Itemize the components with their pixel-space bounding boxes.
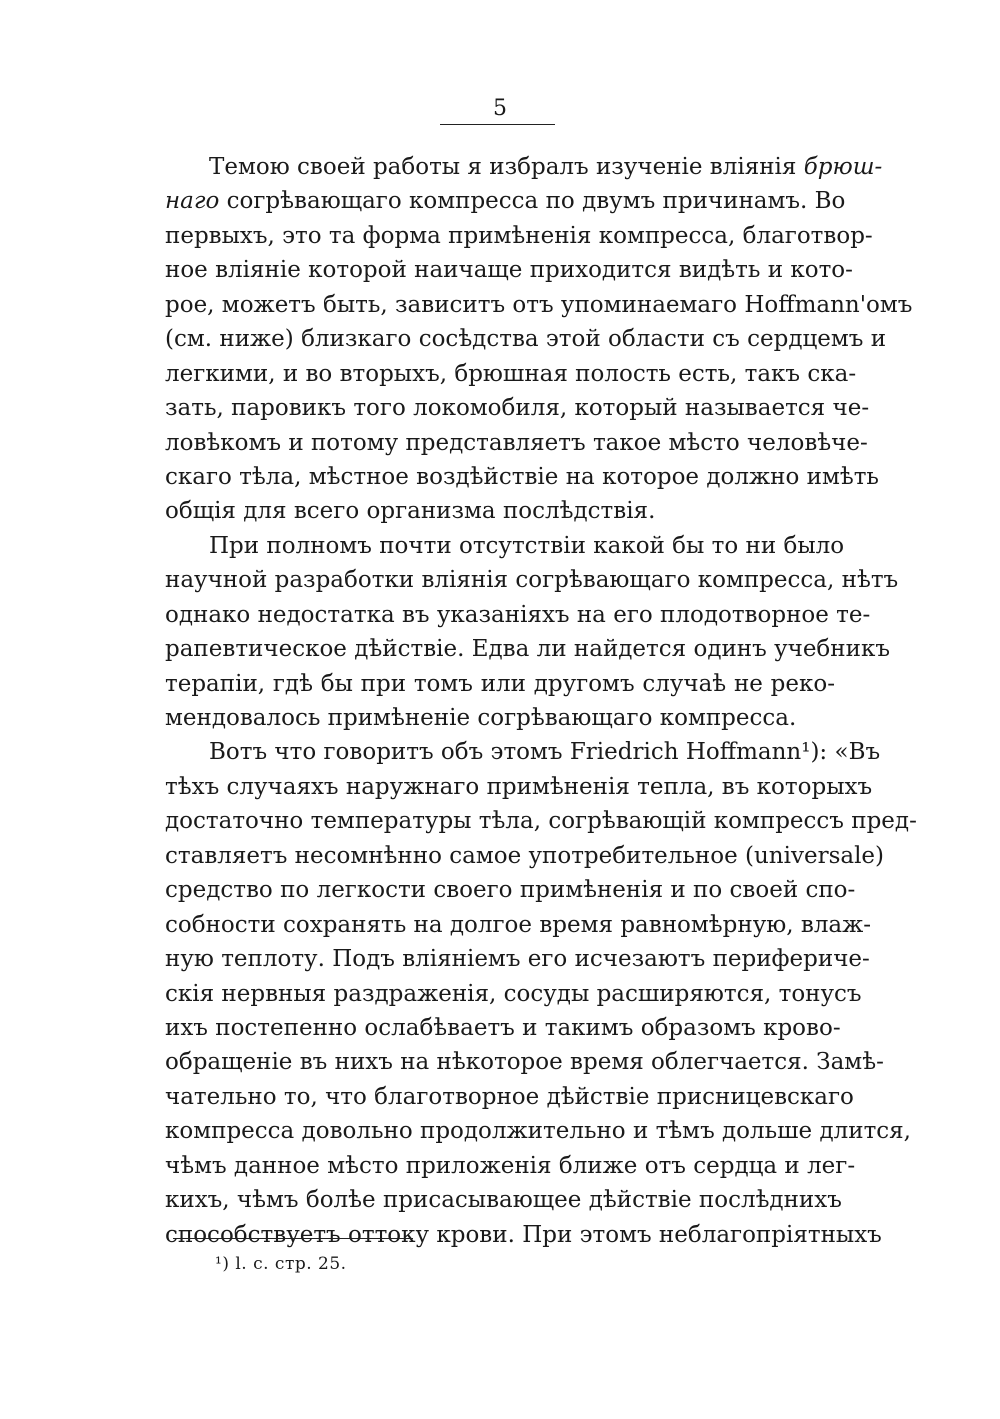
- text-line: ное вліяніе которой наичаще приходится видѣть и кото-: [165, 257, 853, 284]
- text-line: первыхъ, это та форма примѣненія компресса, благотвор-: [165, 222, 873, 249]
- text-line: ловѣкомъ и потому представляетъ такое мѣсто человѣче-: [165, 429, 868, 456]
- text-line: чѣмъ данное мѣсто приложенія ближе отъ сердца и лег-: [165, 1152, 856, 1179]
- paragraph-2: [165, 529, 899, 736]
- text-line: компресса довольно продолжительно и тѣмъ дольше длится,: [165, 1118, 911, 1145]
- text-line: зать, паровикъ того локомобиля, который называется че-: [165, 395, 870, 422]
- text-line: рапевтическое дѣйствіе. Едва ли найдется одинъ учебникъ: [165, 636, 890, 663]
- text-line: рое, можетъ быть, зависитъ отъ упоминаемаго Hoffmann'омъ: [165, 291, 913, 318]
- text-line: наго согрѣвающаго компресса по двумъ причинамъ. Во: [165, 188, 846, 215]
- text-line: Вотъ что говоритъ объ этомъ Friedrich Hoffmann¹): «Въ: [209, 739, 881, 766]
- page-number-rule: [440, 124, 555, 125]
- paragraph-1: [165, 150, 913, 529]
- text-line: ную теплоту. Подъ вліяніемъ его исчезаютъ перифериче-: [165, 946, 870, 973]
- text-line: средство по легкости своего примѣненія и по своей спо-: [165, 877, 856, 904]
- text-line: скія нервныя раздраженія, сосуды расширяются, тонусъ: [165, 980, 862, 1007]
- text-line: научной разработки вліянія согрѣвающаго компресса, нѣтъ: [165, 567, 899, 594]
- footnote-rule: [173, 1238, 413, 1239]
- text-line: скаго тѣла, мѣстное воздѣйствіе на которое должно имѣть: [165, 463, 879, 490]
- footnote: ¹) l. c. стр. 25.: [215, 1254, 347, 1274]
- text-line: достаточно температуры тѣла, согрѣвающій компрессъ пред-: [165, 808, 917, 835]
- text-line: чательно то, что благотворное дѣйствіе присницевскаго: [165, 1083, 854, 1110]
- text-line: тѣхъ случаяхъ наружнаго примѣненія тепла, въ которыхъ: [165, 773, 873, 800]
- paragraph-3: [165, 735, 917, 1252]
- page-number: 5: [493, 96, 507, 121]
- text-line: обращеніе въ нихъ на нѣкоторое время облегчается. Замѣ-: [165, 1049, 884, 1076]
- text-line: При полномъ почти отсутствіи какой бы то ни было: [209, 532, 845, 559]
- text-line: Темою своей работы я избралъ изученіе вліянія брюш-: [209, 154, 883, 180]
- text-line: терапіи, гдѣ бы при томъ или другомъ случаѣ не реко-: [165, 670, 835, 697]
- text-line: кихъ, чѣмъ болѣе присасывающее дѣйствіе послѣднихъ: [165, 1187, 842, 1214]
- text-line: мендовалось примѣненіе согрѣвающаго компресса.: [165, 705, 797, 731]
- text-line: ихъ постепенно ослабѣваетъ и такимъ образомъ крово-: [165, 1014, 841, 1041]
- text-line: собности сохранять на долгое время равномѣрную, влаж-: [165, 911, 872, 938]
- emphasized-word: брюш-: [803, 154, 883, 180]
- text-line: (см. ниже) близкаго сосѣдства этой области съ сердцемъ и: [165, 326, 887, 353]
- text-line: легкими, и во вторыхъ, брюшная полость есть, такъ ска-: [165, 360, 857, 387]
- text-line: однако недостатка въ указаніяхъ на его плодотворное те-: [165, 601, 871, 628]
- text-line: общія для всего организма послѣдствія.: [165, 498, 656, 525]
- emphasized-word: наго: [165, 188, 220, 215]
- text-line: ставляетъ несомнѣнно самое употребительное (universale): [165, 842, 885, 869]
- text-line: способствуетъ оттоку крови. При этомъ неблагопріятныхъ: [165, 1221, 882, 1248]
- body-text: [165, 150, 917, 1252]
